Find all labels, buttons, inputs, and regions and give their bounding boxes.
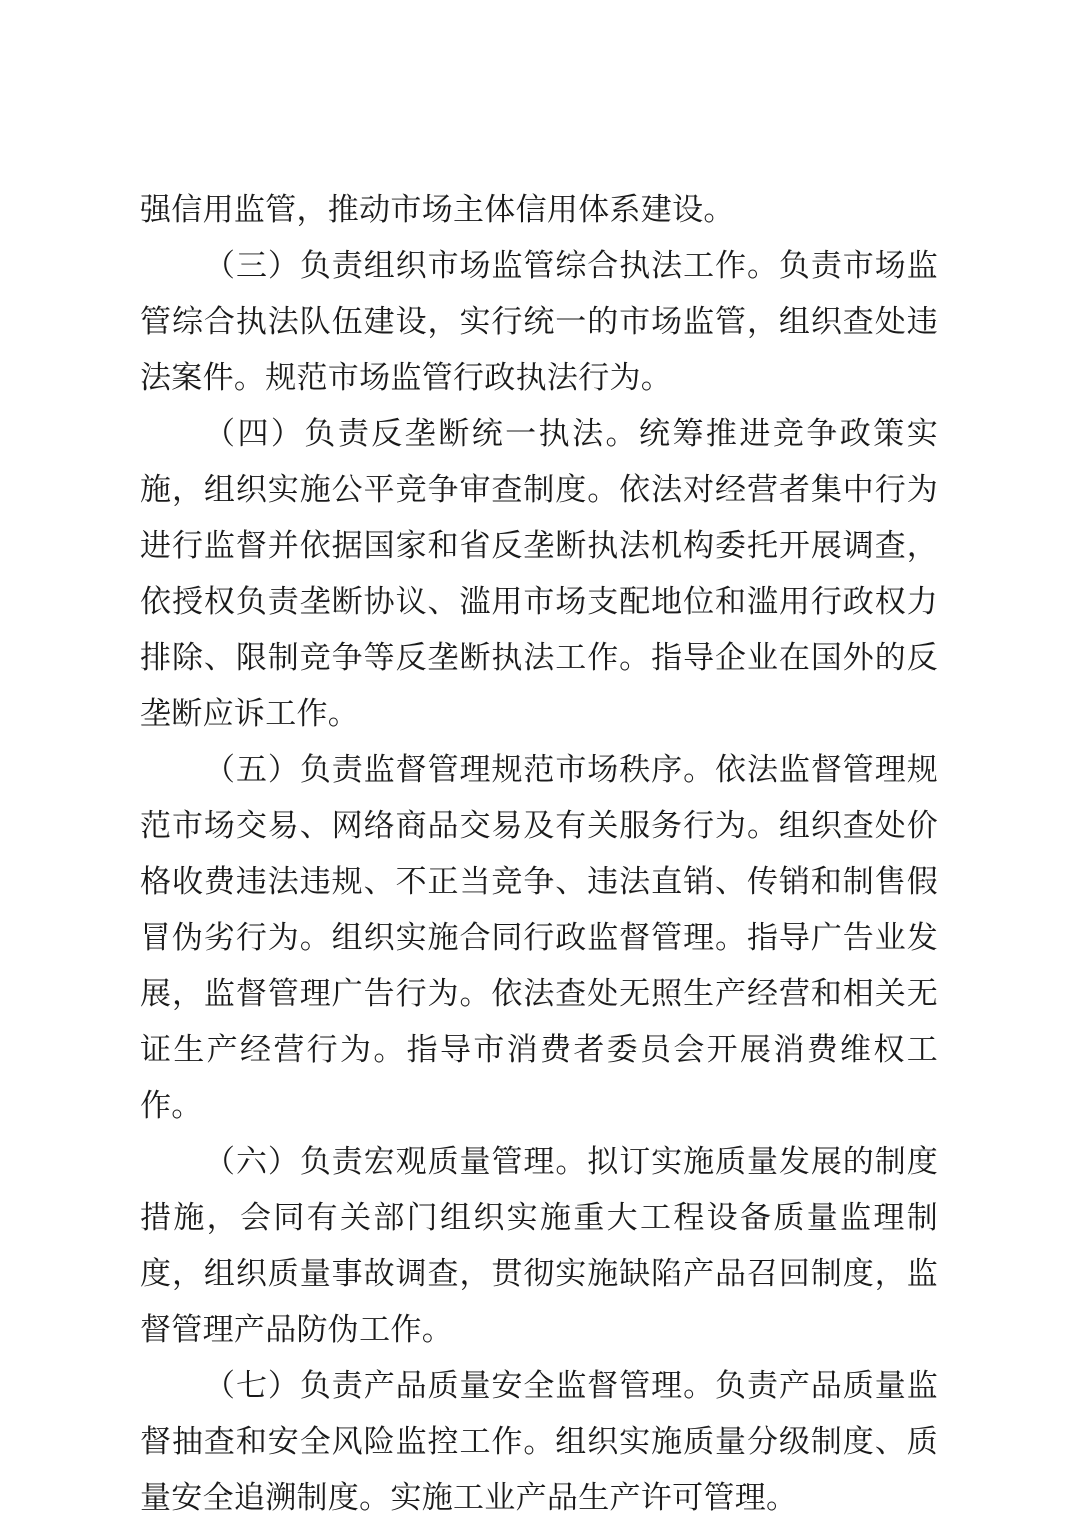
paragraph-item-7: （七）负责产品质量安全监督管理。负责产品质量监督抽查和安全风险监控工作。组织实施质量分级制度、质量安全追溯制度。实施工业产品生产许可管理。 bbox=[140, 1368, 938, 1516]
paragraph-item-6: （六）负责宏观质量管理。拟订实施质量发展的制度措施，会同有关部门组织实施重大工程设备质量监理制度，组织质量事故调查，贯彻实施缺陷产品召回制度，监督管理产品防伪工作。 bbox=[140, 1144, 938, 1348]
document-body bbox=[140, 182, 938, 1526]
paragraph-item-5: （五）负责监督管理规范市场秩序。依法监督管理规范市场交易、网络商品交易及有关服务行为。组织查处价格收费违法违规、不正当竞争、违法直销、传销和制售假冒伪劣行为。组织实施合同行政监督管理。指导广告业发展，监督管理广告行为。依法查处无照生产经营和相关无证生产经营行为。指导市消费者委员会开展消费维权工作。 bbox=[140, 752, 938, 1124]
paragraph-continuation: 强信用监管，推动市场主体信用体系建设。 bbox=[140, 192, 735, 228]
paragraph-item-3: （三）负责组织市场监管综合执法工作。负责市场监管综合执法队伍建设，实行统一的市场监管，组织查处违法案件。规范市场监管行政执法行为。 bbox=[140, 248, 938, 396]
paragraph-item-4: （四）负责反垄断统一执法。统筹推进竞争政策实施，组织实施公平竞争审查制度。依法对经营者集中行为进行监督并依据国家和省反垄断执法机构委托开展调查，依授权负责垄断协议、滥用市场支配地位和滥用行政权力排除、限制竞争等反垄断执法工作。指导企业在国外的反垄断应诉工作。 bbox=[140, 416, 938, 732]
